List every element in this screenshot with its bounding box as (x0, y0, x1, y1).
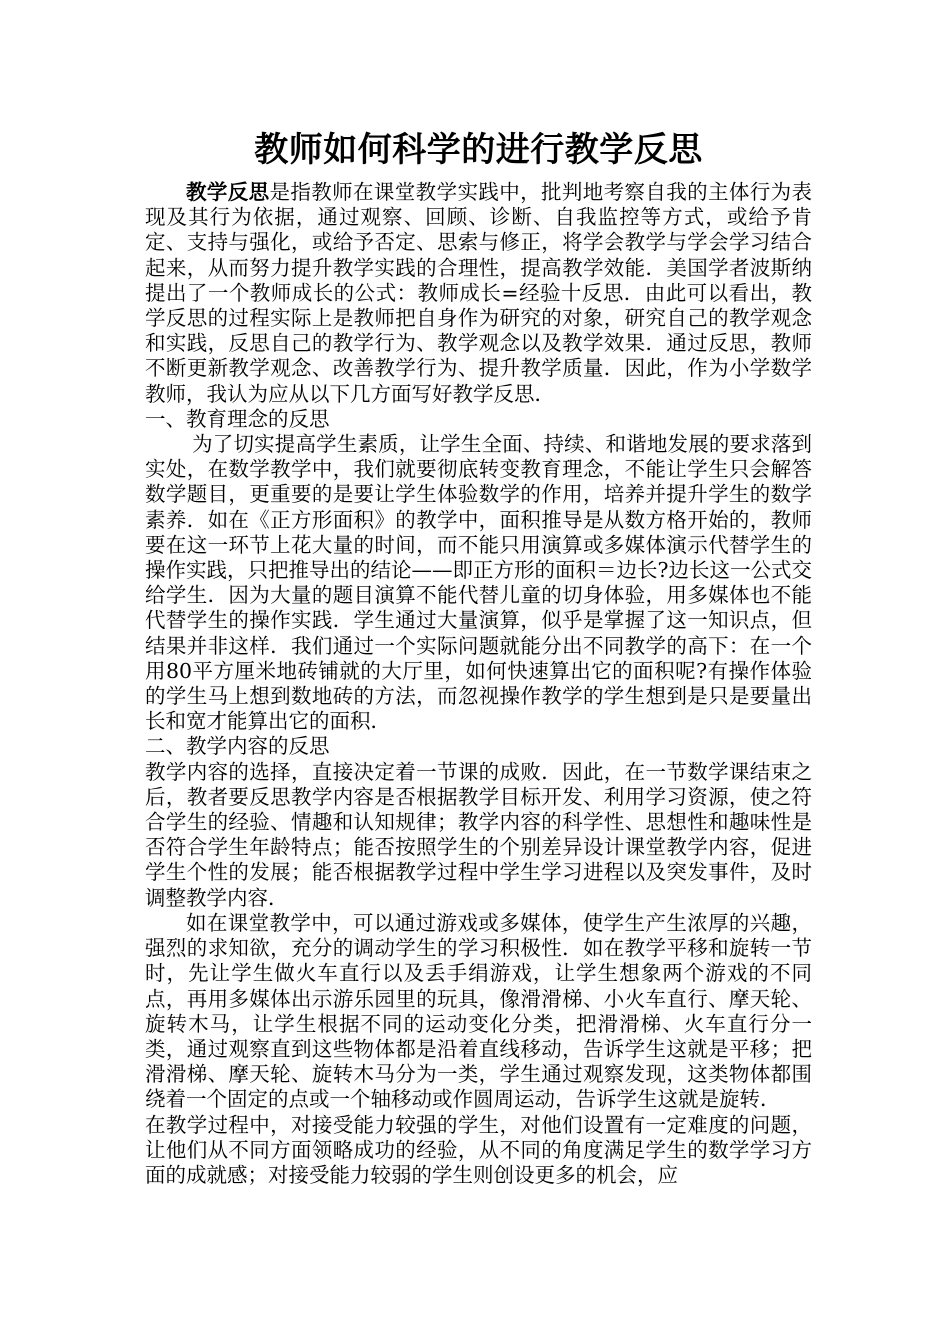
document-page (145, 126, 812, 1188)
intro-lead-term: 教学反思 (186, 180, 270, 204)
section-heading-education-philosophy: 一、教育理念的反思 (145, 406, 330, 431)
section2-paragraph-1: 教学内容的选择，直接决定着一节课的成败．因此，在一节数学课结束之后，教者要反思教学内容是否根据教学目标开发、利用学习资源，使之符合学生的经验、情趣和认知规律；教学内容的科学性、思想性和趣味性是否符合学生年龄特点；能否按照学生的个别差异设计课堂教学内容，促进学生个性的发展；能否根据教学过程中学生学习进程以及突发事件，及时调整教学内容． (145, 759, 812, 910)
intro-text: 是指教师在课堂教学实践中，批判地考察自我的主体行为表现及其行为依据，通过观察、回顾、诊断、自我监控等方式，或给予肯定、支持与强化，或给予否定、思索与修正，将学会教学与学会学习结合起来，从而努力提升教学实践的合理性，提高教学效能．美国学者波斯纳提出了一个教师成长的公式：教师成长=经验十反思．由此可以看出，教学反思的过程实际上是教师把自身作为研究的对象，研究自己的教学观念和实践，反思自己的教学行为、教学观念以及教学效果．通过反思，教师不断更新教学观念、改善教学行为、提升教学质量．因此，作为小学数学教师，我认为应从以下几方面写好教学反思． (145, 180, 813, 406)
section1-paragraph: 为了切实提高学生素质，让学生全面、持续、和谐地发展的要求落到实处，在数学教学中，我们就要彻底转变教育理念，不能让学生只会解答数学题目，更重要的是要让学生体验数学的作用，培养并提升学生的数学素养．如在《正方形面积》的教学中，面积推导是从数方格开始的，教师要在这一环节上花大量的时间，而不能只用演算或多媒体演示代替学生的操作实践，只把推导出的结论——即正方形的面积＝边长?边长这一公式交给学生．因为大量的题目演算不能代替儿童的切身体验，用多媒体也不能代替学生的操作实践．学生通过大量演算，似乎是掌握了这一知识点，但结果并非这样．我们通过一个实际问题就能分出不同教学的高下：在一个用80平方厘米地砖铺就的大厅里，如何快速算出它的面积呢?有操作体验的学生马上想到数地砖的方法，而忽视操作教学的学生想到是只是要量出长和宽才能算出它的面积． (145, 432, 812, 734)
document-title: 教师如何科学的进行教学反思 (254, 130, 703, 170)
section2-paragraph-2: 如在课堂教学中，可以通过游戏或多媒体，使学生产生浓厚的兴趣，强烈的求知欲，充分的调动学生的学习积极性．如在教学平移和旋转一节时，先让学生做火车直行以及丢手绢游戏，让学生想象两个游戏的不同点，再用多媒体出示游乐园里的玩具，像滑滑梯、小火车直行、摩天轮、旋转木马，让学生根据不同的运动变化分类，把滑滑梯、火车直行分一类，通过观察直到这些物体都是沿着直线移动，告诉学生这就是平移；把滑滑梯、摩天轮、旋转木马分为一类，学生通过观察发现，这类物体都围绕着一个固定的点或一个轴移动或作圆周运动，告诉学生这就是旋转． (145, 910, 812, 1112)
section-heading-teaching-content: 二、教学内容的反思 (145, 734, 330, 759)
section2-paragraph-3: 在教学过程中，对接受能力较强的学生，对他们设置有一定难度的问题，让他们从不同方面领略成功的经验，从不同的角度满足学生的数学学习方面的成就感；对接受能力较弱的学生则创设更多的机会，应 (145, 1112, 812, 1187)
intro-paragraph (145, 180, 812, 407)
